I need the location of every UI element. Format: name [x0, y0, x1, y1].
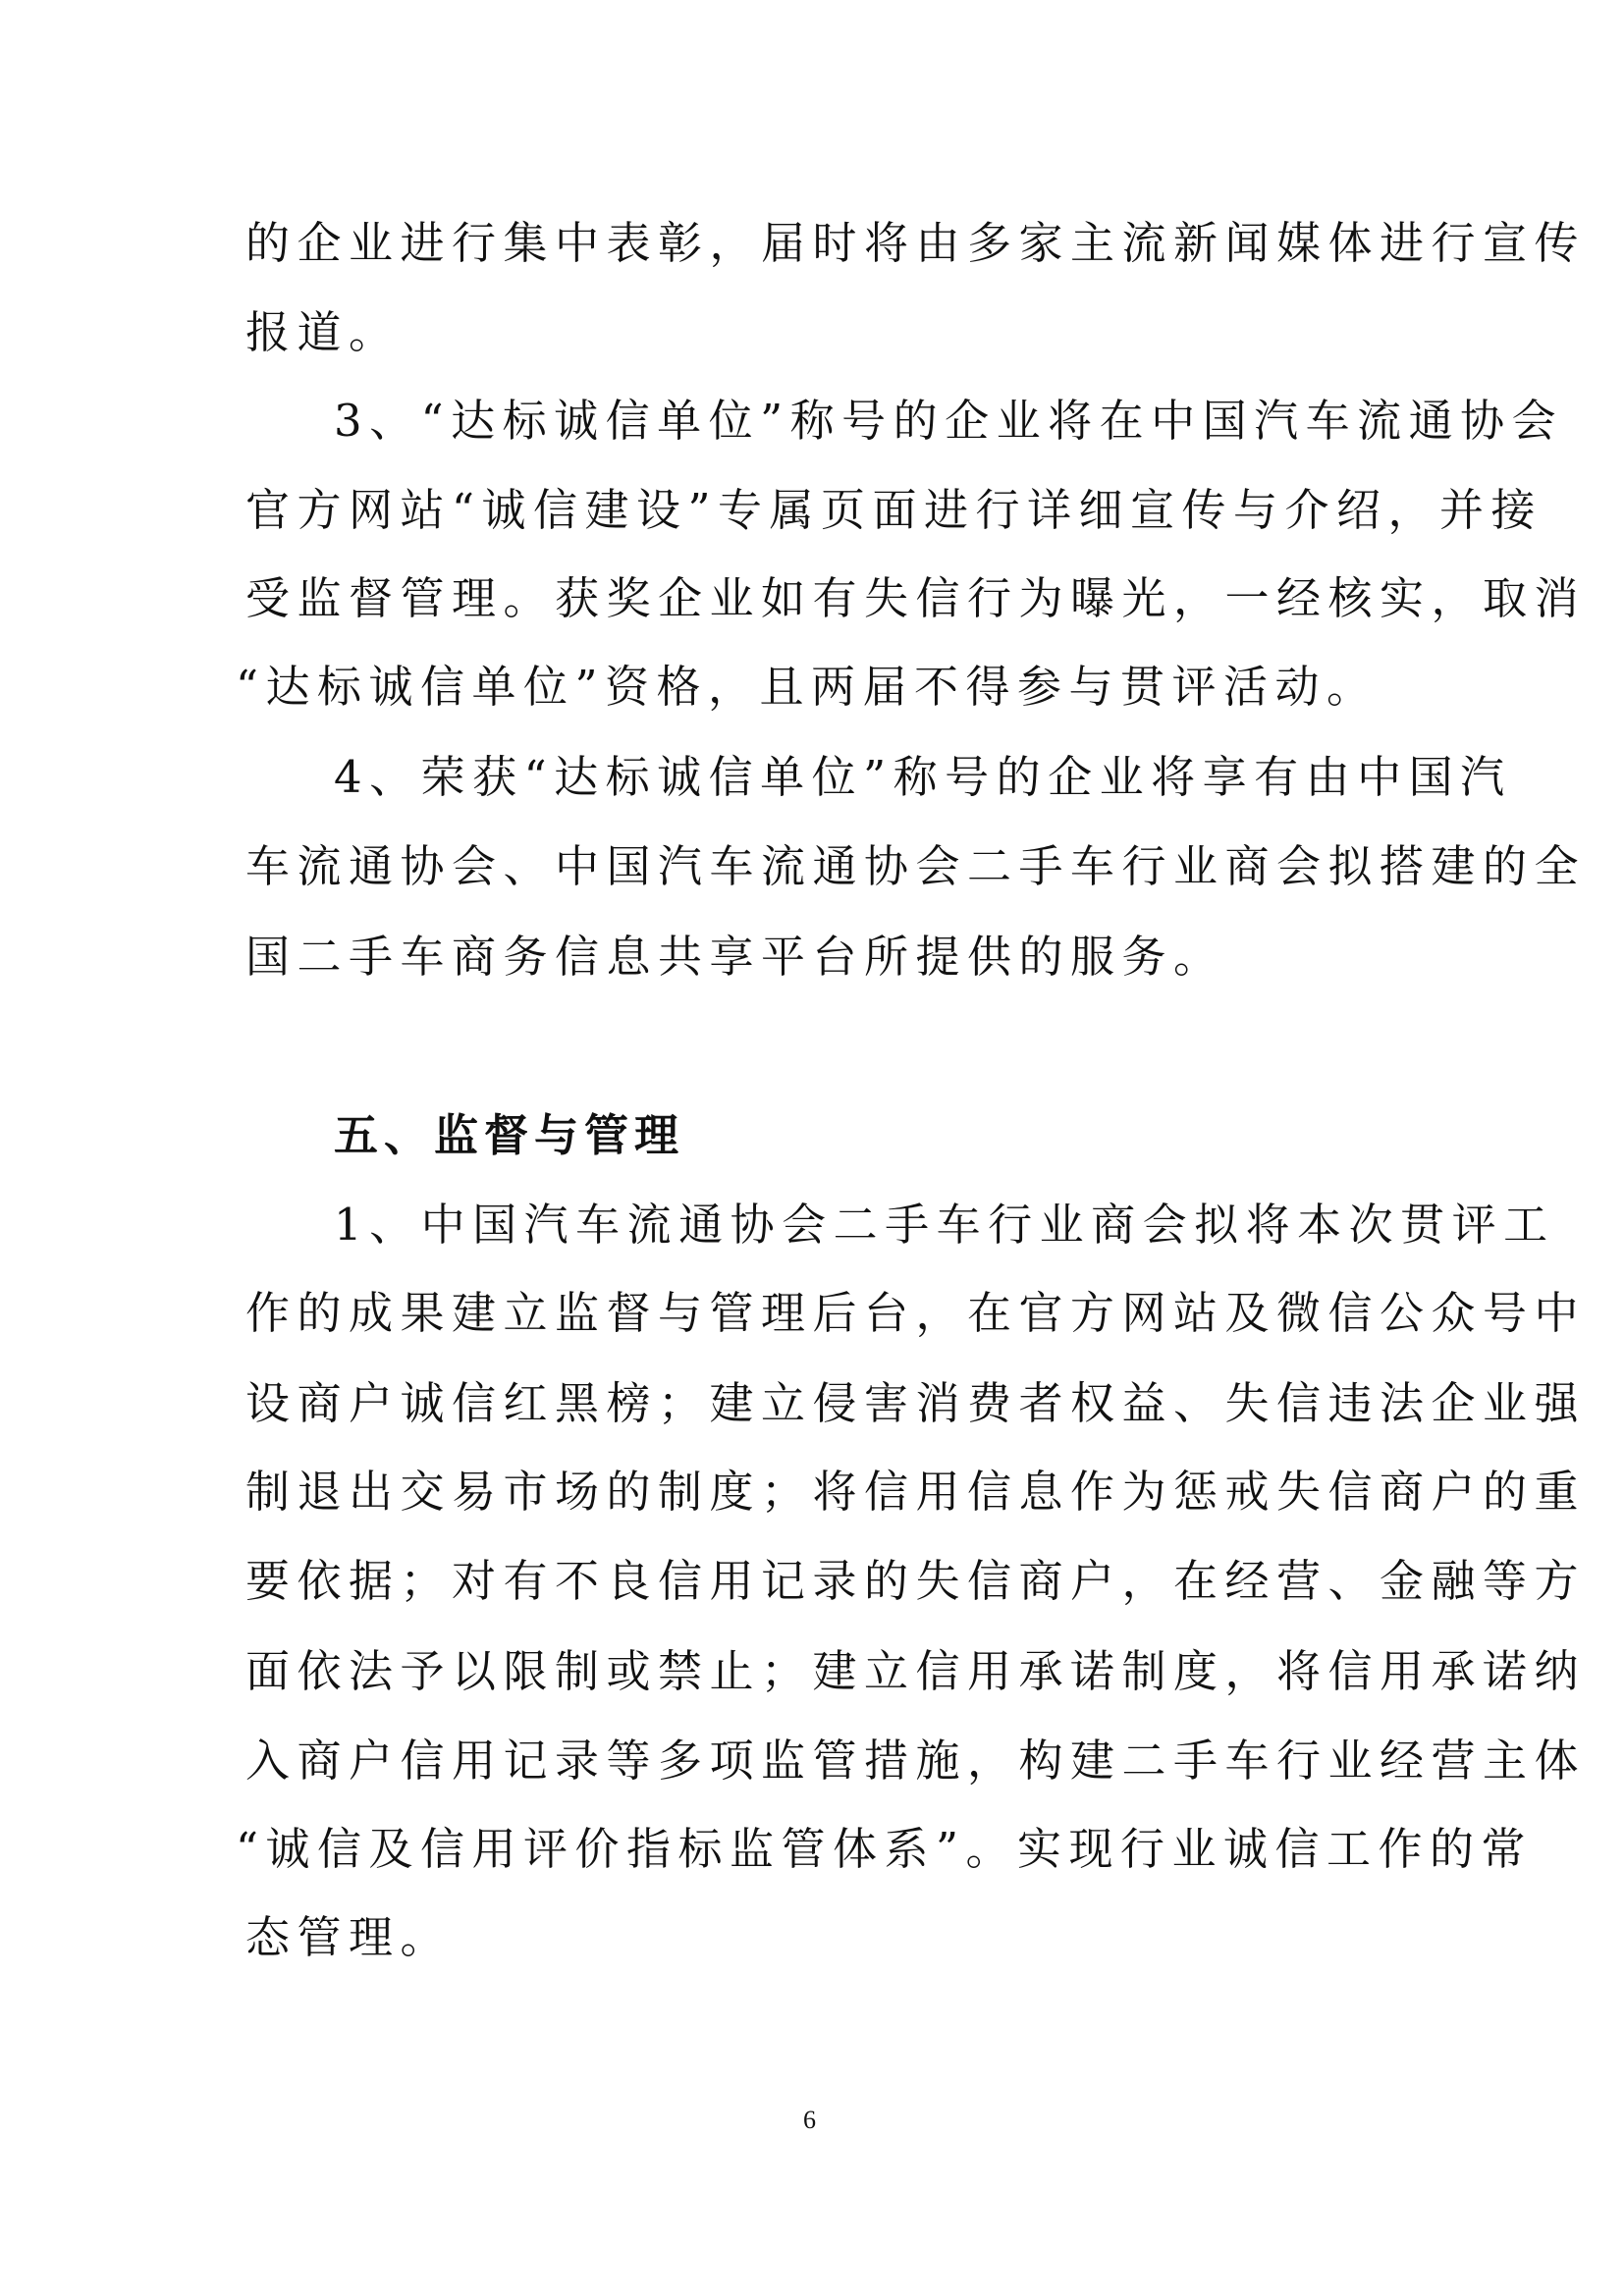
- paragraph-line: 1、中国汽车流通协会二手车行业商会拟将本次贯评工: [334, 1199, 1555, 1251]
- section-heading: 五、监督与管理: [334, 1109, 685, 1161]
- paragraph-line: 制退出交易市场的制度；将信用信息作为惩戒失信商户的重: [245, 1466, 1587, 1518]
- paragraph-line: 入商户信用记录等多项监管措施，构建二手车行业经营主体: [245, 1735, 1587, 1787]
- page-number: 6: [803, 2106, 816, 2134]
- paragraph-line: 国二手车商务信息共享平台所提供的服务。: [245, 931, 1225, 983]
- paragraph-line: 官方网站“诚信建设”专属页面进行详细宣传与介绍，并接: [245, 484, 1543, 536]
- paragraph-line: 车流通协会、中国汽车流通协会二手车行业商会拟搭建的全: [245, 840, 1587, 892]
- paragraph-line: 的企业进行集中表彰，届时将由多家主流新闻媒体进行宣传: [245, 217, 1587, 269]
- paragraph-line: 态管理。: [245, 1911, 453, 1963]
- paragraph-line: 作的成果建立监督与管理后台，在官方网站及微信公众号中: [245, 1287, 1587, 1339]
- paragraph-line: “诚信及信用评价指标监管体系”。实现行业诚信工作的常: [236, 1823, 1534, 1875]
- paragraph-line: 设商户诚信红黑榜；建立侵害消费者权益、失信违法企业强: [245, 1377, 1587, 1429]
- paragraph-line: 3、“达标诚信单位”称号的企业将在中国汽车流通协会: [334, 395, 1564, 447]
- paragraph-line: 面依法予以限制或禁止；建立信用承诺制度，将信用承诺纳: [245, 1645, 1587, 1697]
- paragraph-line: 报道。: [245, 306, 401, 358]
- paragraph-line: 受监督管理。获奖企业如有失信行为曝光，一经核实，取消: [245, 572, 1587, 624]
- paragraph-line: 4、荣获“达标诚信单位”称号的企业将享有由中国汽: [334, 751, 1512, 803]
- paragraph-line: 要依据；对有不良信用记录的失信商户，在经营、金融等方: [245, 1555, 1587, 1607]
- paragraph-line: “达标诚信单位”资格，且两届不得参与贯评活动。: [236, 661, 1379, 713]
